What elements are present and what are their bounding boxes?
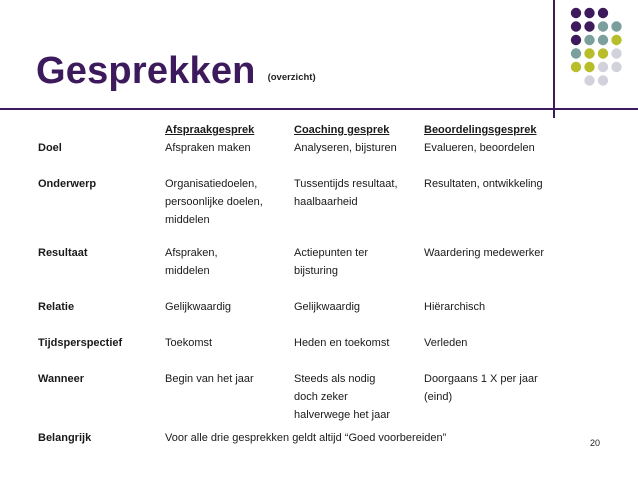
cell-line: Hiërarchisch — [424, 301, 486, 313]
table-cell — [294, 370, 390, 424]
table-cell — [424, 139, 535, 157]
table-cell — [424, 370, 538, 406]
column-header: Afspraakgesprek — [165, 124, 255, 136]
cell-line: Verleden — [424, 337, 468, 349]
cell-line: (eind) — [424, 391, 453, 403]
table-cell — [424, 298, 485, 316]
cell-line: persoonlijke doelen, — [165, 196, 263, 208]
cell-line: doch zeker — [294, 391, 348, 403]
cell-line: Evalueren, beoordelen — [424, 142, 535, 154]
row-label: Tijdsperspectief — [38, 337, 123, 349]
slide-number: 20 — [590, 438, 601, 448]
row-label: Relatie — [38, 301, 75, 313]
cell-line: Waardering medewerker — [424, 247, 545, 259]
table-cell — [165, 370, 254, 388]
cell-line: Tussentijds resultaat, — [294, 178, 398, 190]
cell-line: middelen — [165, 265, 210, 277]
table-cell — [165, 298, 231, 316]
cell-line: Heden en toekomst — [294, 337, 390, 349]
column-header: Coaching gesprek — [294, 124, 390, 136]
slide-subtitle: (overzicht) — [267, 72, 316, 83]
row-label: Onderwerp — [38, 178, 97, 190]
cell-line: Steeds als nodig — [294, 373, 376, 385]
cell-line: halverwege het jaar — [294, 409, 391, 421]
cell-line: haalbaarheid — [294, 196, 358, 208]
table-cell — [165, 244, 218, 280]
footer-text: Voor alle drie gesprekken geldt altijd “Goed voorbereiden” — [165, 432, 447, 444]
table-cell — [294, 175, 398, 211]
slide-title: Gesprekken — [36, 50, 256, 92]
cell-line: Gelijkwaardig — [165, 301, 232, 313]
cell-line: middelen — [165, 214, 210, 226]
row-label: Doel — [38, 142, 62, 154]
cell-line: Actiepunten ter — [294, 247, 368, 259]
row-label: Wanneer — [38, 373, 85, 385]
cell-line: Resultaten, ontwikkeling — [424, 178, 543, 190]
cell-line: Analyseren, bijsturen — [294, 142, 397, 154]
cell-line: Organisatiedoelen, — [165, 178, 258, 190]
row-label: Resultaat — [38, 247, 88, 259]
cell-line: bijsturing — [294, 265, 339, 277]
table-cell — [294, 244, 368, 280]
column-header: Beoordelingsgesprek — [424, 124, 537, 136]
cell-line: Afspraken, — [165, 247, 218, 259]
table-cell — [165, 175, 263, 229]
table-cell — [165, 334, 212, 352]
cell-line: Begin van het jaar — [165, 373, 254, 385]
table-cell — [424, 244, 544, 262]
table-cell — [294, 139, 397, 157]
table-cell — [424, 334, 467, 352]
cell-line: Afspraken maken — [165, 142, 251, 154]
cell-line: Doorgaans 1 X per jaar — [424, 373, 538, 385]
cell-line: Gelijkwaardig — [294, 301, 361, 313]
footer-label: Belangrijk — [38, 432, 92, 444]
table-cell — [294, 334, 389, 352]
table-cell — [424, 175, 543, 193]
table-cell — [294, 298, 360, 316]
table-cell — [165, 139, 251, 157]
cell-line: Toekomst — [165, 337, 213, 349]
